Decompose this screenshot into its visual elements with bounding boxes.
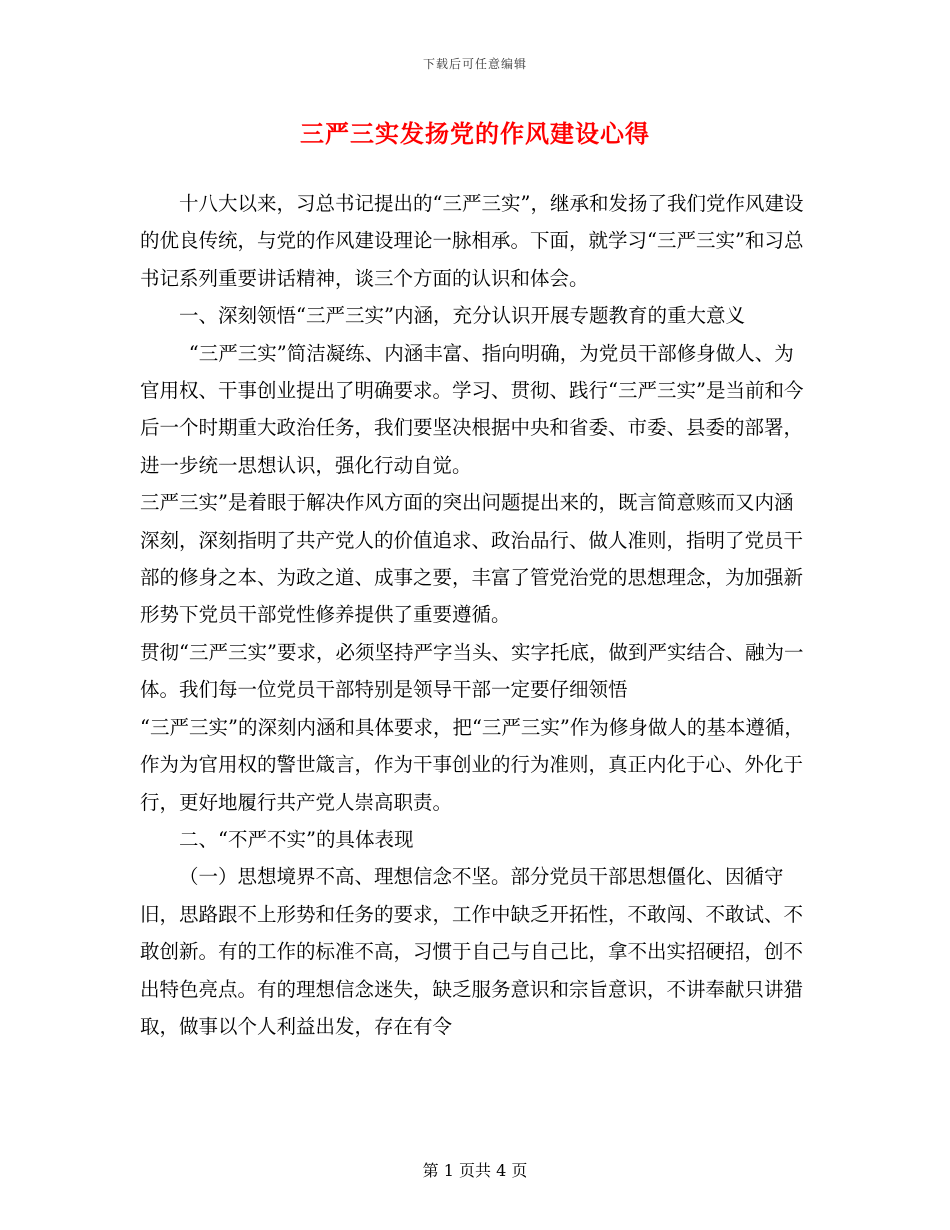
document-title: 三严三实发扬党的作风建设心得 [300,119,650,148]
header-note: 下载后可任意编辑 [422,57,527,71]
section-heading-1: 一、深刻领悟“三严三实”内涵，充分认识开展专题教育的重大意义 [179,304,745,328]
paragraph-3: 贯彻“三严三实”要求，必须坚持严字当头、实字托底，做到严实结合、融为一体。我们每一位党员干部特别是领导干部一定要仔细领悟 [140,640,804,702]
paragraph-5: （一）思想境界不高、理想信念不坚。部分党员干部思想僵化、因循守旧，思路跟不上形势和任务的要求，工作中缺乏开拓性，不敢闯、不敢试、不敢创新。有的工作的标准不高，习惯于自己与自己比，拿不出实招硬招，创不出特色亮点。有的理想信念迷失，缺乏服务意识和宗旨意识，不讲奉献只讲猎取，做事以个人利益出发，存在有令 [140,865,804,1038]
section-heading-2: 二、“不严不实”的具体表现 [179,827,414,851]
paragraph-1: “三严三实”简洁凝练、内涵丰富、指向明确，为党员干部修身做人、为官用权、干事创业提出了明确要求。学习、贯彻、践行“三严三实”是当前和今后一个时期重大政治任务，我们要坚决根据中央和省委、市委、县委的部署，进一步统一思想认识，强化行动自觉。 [140,341,804,477]
paragraph-4: “三严三实”的深刻内涵和具体要求，把“三严三实”作为修身做人的基本遵循，作为为官用权的警世箴言，作为干事创业的行为准则，真正内化于心、外化于行，更好地履行共产党人崇高职责。 [140,715,804,814]
document-body [140,185,808,1045]
paragraph-intro: 十八大以来，习总书记提出的“三严三实”，继承和发扬了我们党作风建设的优良传统，与党的作风建设理论一脉相承。下面，就学习“三严三实”和习总书记系列重要讲话精神，谈三个方面的认识和体会。 [140,192,804,290]
paragraph-2: 三严三实”是着眼于解决作风方面的突出问题提出来的，既言简意赅而又内涵深刻，深刻指明了共产党人的价值追求、政治品行、做人准则，指明了党员干部的修身之本、为政之道、成事之要，丰富了管党治党的思想理念，为加强新形势下党员干部党性修养提供了重要遵循。 [140,491,804,627]
page-indicator: 第 1 页共 4 页 [422,1161,528,1180]
